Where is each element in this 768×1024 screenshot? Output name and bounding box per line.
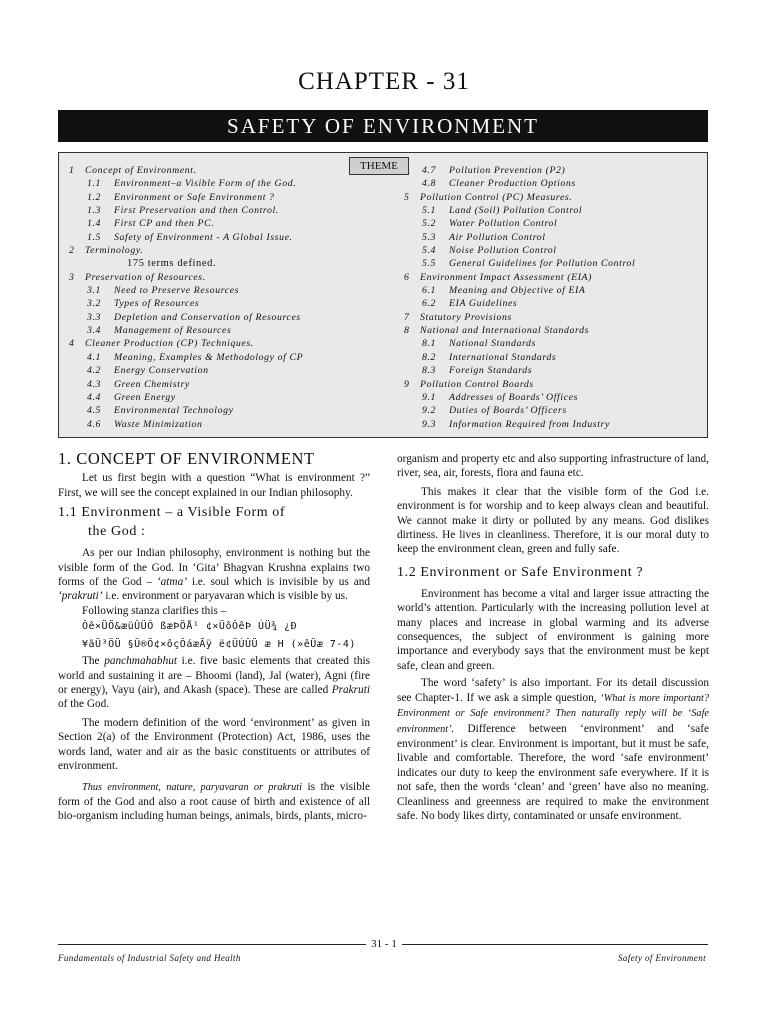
toc-item-text: Pollution Control Boards	[420, 378, 534, 390]
toc-item-text: National Standards	[449, 338, 536, 350]
toc-item	[69, 364, 303, 377]
paragraph	[397, 676, 709, 823]
text-run: The	[82, 655, 105, 668]
toc-item	[69, 418, 303, 431]
quote: ‘What is more important? Environment or Safe environment? Then naturally reply will be ‘Safe environment’.	[397, 692, 709, 735]
left-column	[58, 449, 371, 824]
toc-item-text: Concept of Environment.	[85, 165, 197, 176]
toc-item	[69, 271, 303, 284]
text-run: The word ‘safety’ is also important. For its detail discussion see Chapter-1. If we ask a simple question,	[397, 677, 709, 704]
toc-item	[404, 311, 635, 324]
toc-item-text: Air Pollution Control	[449, 231, 546, 243]
paragraph: This makes it clear that the visible form of the God i.e. environment is for worship and to keep always clean and beautiful. We cannot make it dirty or polluted by any means. God dislikes dirtiness. He lives in cleanliness. Therefore, it is our moral duty to keep the environment clean, green and fully safe.	[397, 485, 709, 556]
toc-item-number: 3.1	[87, 285, 102, 297]
toc-item-text: Energy Conservation	[114, 365, 209, 377]
toc-item-text: Green Energy	[114, 391, 176, 403]
toc-item-text: EIA Guidelines	[449, 298, 518, 310]
toc-item-number: 1.2	[87, 191, 102, 203]
toc-item-number: 4	[69, 338, 75, 350]
toc-item-number: 4.5	[87, 405, 102, 417]
toc-item	[404, 324, 635, 337]
theme-box	[58, 152, 708, 438]
sanskrit-stanza-line: Ôê×ÜÖ&æüÛÜÔ ßæÞÖÅ¹ ¢×ÜôÔêÞ ÚÜ¾ ¿Ð	[82, 621, 298, 633]
toc-item-text: Environment–a Visible Form of the God.	[114, 178, 297, 190]
toc-item-text: First Preservation and then Control.	[114, 205, 279, 217]
theme-label: THEME	[349, 157, 409, 175]
term: panchmahabhut	[104, 655, 177, 668]
toc-item-number: 4.7	[422, 165, 437, 176]
toc-item-text: Preservation of Resources.	[85, 271, 206, 283]
toc-item	[69, 284, 303, 297]
toc-item	[404, 297, 635, 310]
toc-item	[69, 231, 303, 244]
toc-item-text: Need to Preserve Resources	[114, 285, 240, 297]
toc-item	[404, 217, 635, 230]
heading-line: 1.1 Environment – a Visible Form of	[58, 505, 286, 521]
toc-item-text: Addresses of Boards’ Offices	[449, 391, 578, 403]
paragraph	[58, 780, 370, 824]
toc-item-number: 1.4	[87, 218, 102, 230]
toc-item-number: 4.4	[87, 391, 102, 403]
toc-item-text: Cleaner Production Options	[449, 178, 576, 190]
toc-item-text: Meaning, Examples & Methodology of CP	[114, 351, 304, 363]
toc-item-number: 1.5	[87, 231, 102, 243]
toc-item-number: 9.3	[422, 418, 437, 430]
toc-item	[69, 391, 303, 404]
paragraph: Environment has become a vital and larger issue attracting the world’s attention. Particularly with the increasing pollution level at many places and increase in global warming and its adverse consequences, the subject of environment is gaining more importance and everybody says that the environment must be kept safe, clean and green.	[397, 587, 709, 672]
toc-item-number: 2	[69, 245, 75, 257]
toc-item	[404, 191, 635, 204]
toc-item-number: 8.1	[422, 338, 437, 350]
toc-item-text: General Guidelines for Pollution Control	[449, 258, 636, 270]
toc-item	[404, 257, 635, 270]
toc-item-number: 4.3	[87, 378, 102, 390]
toc-item	[69, 337, 303, 350]
toc-item-text: Information Required from Industry	[449, 418, 610, 430]
sanskrit-stanza-line: ¥ãÜ³ÖÜ §Ü®Ö¢×ôçÔáæÃÿ ë¢ÜÚÛÜ æ H (»êÜæ 7-4)	[82, 639, 356, 651]
toc-item-text: 175 terms defined.	[127, 258, 217, 270]
toc-item-text: Environmental Technology	[114, 405, 234, 417]
term: Thus environment, nature, paryavaran or prakruti	[82, 781, 303, 793]
toc-item-number: 3.4	[87, 325, 102, 337]
toc-item-text: Noise Pollution Control	[449, 245, 557, 257]
paragraph: Let us first begin with a question “What is environment ?” First, we will see the concept explained in our Indian philosophy.	[58, 472, 370, 499]
toc-item	[404, 204, 635, 217]
toc-item	[69, 177, 303, 190]
toc-item	[69, 378, 303, 391]
toc-item-text: Depletion and Conservation of Resources	[114, 311, 301, 323]
toc-item-text: Cleaner Production (CP) Techniques.	[85, 338, 254, 350]
toc-item-number: 4.8	[422, 178, 437, 190]
toc-item	[69, 404, 303, 417]
term: ‘prakruti’	[58, 590, 103, 603]
toc-item-text: National and International Standards	[420, 325, 590, 337]
footer-chapter-title: Safety of Environment	[617, 953, 706, 963]
toc-item-text: Safety of Environment - A Global Issue.	[114, 231, 293, 243]
text-run: of the God.	[58, 698, 110, 711]
toc-item	[69, 217, 303, 230]
text-run: i.e. soul which is invisible by us and	[186, 576, 371, 589]
toc-item-text: Foreign Standards	[449, 365, 533, 377]
text-run: As per our Indian philosophy, environment is nothing but the visible form of the God. In ‘Gita’ Bhagvan Krushna explains two forms of the God –	[58, 547, 370, 589]
toc-item	[404, 364, 635, 377]
toc-item	[69, 191, 303, 204]
toc-item-number: 1.3	[87, 205, 102, 217]
right-column	[397, 452, 709, 823]
toc-item-number: 6.2	[422, 298, 437, 310]
toc-item	[404, 164, 635, 177]
toc-item	[69, 311, 303, 324]
footer-book-title: Fundamentals of Industrial Safety and Health	[58, 953, 241, 963]
toc-item-text: Meaning and Objective of EIA	[449, 285, 586, 297]
page-number: 31 - 1	[366, 938, 402, 950]
toc-item	[404, 271, 635, 284]
toc-item-number: 5.4	[422, 245, 437, 257]
chapter-title: SAFETY OF ENVIRONMENT	[58, 110, 708, 142]
text-run: Difference between ‘environment’ and ‘safe environment’ is clear. Environment is important, but it must be safe, livable and comfortable. Therefore, the word ‘safe environment’ indicates our duty to keep the environment safe everywhere. If it is not safe, then the words ‘clean’ and ‘green’ have also no meaning. Cleanliness and greenness are required to make the environment safe. No body likes dirty, contaminated or unsafe environment.	[397, 722, 709, 822]
toc-item-number: 9.1	[422, 391, 437, 403]
toc-item-text: Environment Impact Assessment (EIA)	[420, 271, 592, 283]
toc-item-number: 6	[404, 271, 410, 283]
toc-item-text: Pollution Prevention (P2)	[449, 165, 566, 176]
toc-item-number: 4.6	[87, 418, 102, 430]
subsection-heading	[58, 503, 370, 541]
toc-item	[404, 418, 635, 431]
toc-item	[69, 164, 303, 177]
toc-item	[69, 297, 303, 310]
toc-item	[69, 324, 303, 337]
section-heading: 1. CONCEPT OF ENVIRONMENT	[58, 449, 315, 468]
toc-item	[69, 257, 303, 270]
toc-item-text: Green Chemistry	[114, 378, 190, 390]
toc-item-number: 1	[69, 165, 75, 176]
toc-item	[404, 351, 635, 364]
toc-item-number: 8.2	[422, 351, 437, 363]
toc-item	[69, 351, 303, 364]
toc-item-text: Types of Resources	[114, 298, 200, 310]
toc-item-text: Terminology.	[85, 245, 144, 257]
toc-item-number: 7	[404, 311, 410, 323]
toc-item-number: 1.1	[87, 178, 102, 190]
toc-item-number: 9	[404, 378, 410, 390]
toc-item-text: Duties of Boards’ Officers	[449, 405, 567, 417]
toc-item-number: 8.3	[422, 365, 437, 377]
heading-line: the God :	[88, 524, 146, 540]
toc-item-text: Waste Minimization	[114, 418, 203, 430]
toc-item-number: 3	[69, 271, 75, 283]
toc-item-number: 8	[404, 325, 410, 337]
toc-item-number: 4.2	[87, 365, 102, 377]
toc-item	[69, 204, 303, 217]
toc-item-text: Water Pollution Control	[449, 218, 558, 230]
toc-item-number: 5.2	[422, 218, 437, 230]
toc-item-text: International Standards	[449, 351, 557, 363]
toc-item	[404, 231, 635, 244]
toc-item-number: 5.3	[422, 231, 437, 243]
toc-item-text: First CP and then PC.	[114, 218, 215, 230]
paragraph: Following stanza clarifies this –	[82, 604, 227, 617]
toc-item-number: 3.3	[87, 311, 102, 323]
toc-item	[69, 244, 303, 257]
toc-item	[404, 391, 635, 404]
toc-item-number: 4.1	[87, 351, 102, 363]
term: ‘atma’	[156, 576, 187, 589]
text-run: i.e. five basic elements that created this world and sustaining it are – Bhoomi (land), Jal (water), Agni (fire or energy), Vayu (air), and Akash (space). These are called	[58, 655, 370, 697]
toc-item-number: 5	[404, 191, 410, 203]
toc-item-number: 5.1	[422, 205, 437, 217]
toc-item-text: Pollution Control (PC) Measures.	[420, 191, 573, 203]
paragraph: organism and property etc and also supporting infrastructure of land, river, sea, air, forests, flora and fauna etc.	[397, 453, 709, 480]
paragraph	[58, 546, 370, 604]
term: Prakruti	[331, 684, 370, 697]
toc-item-number: 6.1	[422, 285, 437, 297]
toc-item-text: Environment or Safe Environment ?	[114, 191, 275, 203]
toc-item-number: 3.2	[87, 298, 102, 310]
toc-item-number: 5.5	[422, 258, 437, 270]
toc-left-column	[69, 164, 303, 431]
toc-item	[404, 177, 635, 190]
chapter-number: CHAPTER - 31	[298, 68, 470, 95]
toc-item	[404, 404, 635, 417]
toc-item	[404, 337, 635, 350]
text-run: is the visible form of the God and also a root cause of birth and existence of all bio-organism including human beings, animals, birds, plants, micro-	[58, 780, 370, 823]
toc-item-number: 9.2	[422, 405, 437, 417]
toc-item	[404, 378, 635, 391]
toc-item	[404, 284, 635, 297]
subsection-heading: 1.2 Environment or Safe Environment ?	[397, 564, 644, 580]
paragraph: The modern definition of the word ‘environment’ as given in Section 2(a) of the Environment (Protection) Act, 1986, uses the words land, water and air as the basic constituents or attributes of environment.	[58, 716, 370, 773]
toc-item	[404, 244, 635, 257]
toc-right-column	[404, 164, 635, 431]
toc-item-text: Management of Resources	[114, 325, 232, 337]
paragraph	[58, 654, 370, 712]
text-run: i.e. environment or paryavaran which is visible by us.	[102, 590, 348, 603]
toc-item-text: Statutory Provisions	[420, 311, 512, 323]
toc-item-text: Land (Soil) Pollution Control	[449, 205, 583, 217]
